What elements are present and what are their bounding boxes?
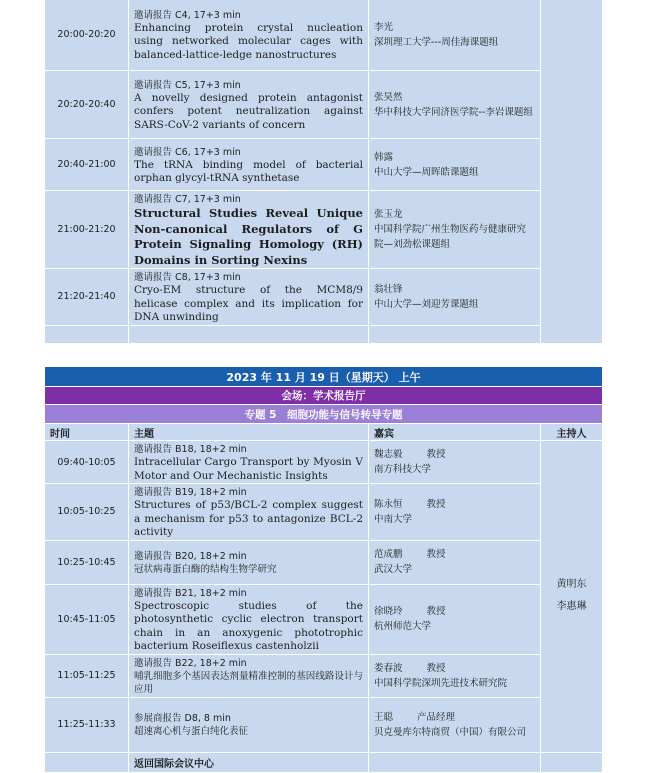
topic-title: 冠状病毒蛋白酶的结构生物学研究 [134,563,277,575]
guest-title: 教授 [426,498,446,510]
guest-name: 翁壮锋 [374,283,403,295]
report-tag: 邀请报告 B21, 18+2 min [134,587,247,599]
time-cell: 10:45-11:05 [45,584,129,654]
time-cell: 20:00-20:20 [45,0,129,71]
topic-title: Spectroscopic studies of the photosynthetic cyclic electron transport chain in an anoxygenic phototrophic bacterium Roseiflexus castenholzii [134,599,363,652]
table-row [45,71,603,139]
table-row [45,139,603,191]
guest-cell [369,269,541,326]
guest-name: 范成鹏 [374,549,403,560]
topic-title: Cryo-EM structure of the MCM8/9 helicase complex and its implication for DNA unwinding [134,284,363,323]
time-cell: 20:40-21:00 [45,139,129,191]
guest-name: 张昊然 [374,91,403,103]
topic-cell [129,584,369,654]
column-header-row [45,424,603,441]
report-tag: 邀请报告 C4, 17+3 min [134,9,241,21]
time-cell: 20:20-20:40 [45,71,129,139]
report-tag: 邀请报告 C7, 17+3 min [134,194,241,205]
empty-cell [369,752,541,772]
column-header-topic: 主题 [129,424,369,441]
guest-title: 教授 [426,662,446,674]
report-tag: 邀请报告 B20, 18+2 min [134,550,247,562]
topic-cell [129,540,369,584]
time-cell: 10:05-10:25 [45,484,129,541]
guest-cell [369,441,541,484]
report-tag: 邀请报告 B19, 18+2 min [134,487,247,498]
table-row [45,540,603,584]
guest-affiliation: 中国科学院深圳先进技术研究院 [374,677,508,689]
empty-cell [541,752,603,772]
guest-name: 张玉龙 [374,209,403,220]
guest-affiliation: 中南大学 [374,513,413,525]
table-row [45,697,603,752]
topic-cell [129,0,369,71]
guest-cell [369,654,541,697]
report-tag: 参展商报告 D8, 8 min [134,713,231,725]
guest-title: 产品经理 [417,711,456,723]
guest-cell [369,139,541,191]
host-cell [541,441,603,753]
topic-title: Intracellular Cargo Transport by Myosin V Motor and Our Mechanistic Insights [134,456,363,482]
venue-row [45,387,603,405]
guest-cell [369,191,541,269]
date-header: 2023 年 11 月 19 日（星期天） 上午 [45,367,603,387]
report-tag: 邀请报告 C6, 17+3 min [134,146,241,158]
schedule-table-morning [44,366,603,773]
time-cell: 10:25-10:45 [45,540,129,584]
guest-name: 李光 [374,21,394,33]
table-row-empty [45,325,603,343]
guest-cell [369,0,541,71]
footer-row [45,752,603,772]
session-title: 专题 5 细胞功能与信号转导专题 [45,405,603,424]
time-cell: 21:00-21:20 [45,191,129,269]
report-tag: 邀请报告 B18, 18+2 min [134,444,247,455]
guest-cell [369,584,541,654]
schedule-table-evening [44,0,603,344]
session-row [45,405,603,424]
guest-title: 教授 [426,606,446,617]
guest-name: 徐晓玲 [374,606,403,617]
time-cell: 21:20-21:40 [45,269,129,326]
venue-label: 会场：学术报告厅 [45,387,603,405]
table-row [45,0,603,71]
column-header-host: 主持人 [541,424,603,441]
guest-affiliation: 华中科技大学同济医学院--李岩课题组 [374,106,533,118]
guest-affiliation: 武汉大学 [374,564,413,575]
guest-affiliation: 中山大学—刘迎芳课题组 [374,298,479,310]
topic-cell [129,139,369,191]
table-row [45,269,603,326]
footer-label: 返回国际会议中心 [129,752,369,772]
report-tag: 邀请报告 C8, 17+3 min [134,272,241,283]
topic-cell [129,71,369,139]
guest-cell [369,697,541,752]
topic-cell [129,269,369,326]
time-cell: 09:40-10:05 [45,441,129,484]
guest-affiliation: 南方科技大学 [374,464,432,475]
empty-cell [129,325,369,343]
empty-cell [45,752,129,772]
guest-name: 陈永恒 [374,498,403,510]
topic-title: Structural Studies Reveal Unique Non-canonical Regulators of G Protein Signaling Homology (RH) Domains in Sorting Nexins [134,206,363,267]
guest-name: 王聪 [374,711,394,723]
guest-affiliation: 中国科学院广州生物医药与健康研究院—刘劲松课题组 [374,224,527,250]
date-header-row [45,367,603,387]
guest-title: 教授 [426,549,446,560]
host-name: 黄明东 [556,579,587,591]
time-cell: 11:25-11:33 [45,697,129,752]
guest-affiliation: 杭州师范大学 [374,621,432,632]
table-row [45,584,603,654]
time-cell: 11:05-11:25 [45,654,129,697]
report-tag: 邀请报告 B22, 18+2 min [134,657,247,669]
guest-name: 娄春波 [374,662,403,674]
guest-affiliation: 中山大学—周晖皓课题组 [374,166,479,178]
table-row [45,484,603,541]
topic-cell [129,484,369,541]
host-cell [541,0,603,343]
topic-cell [129,191,369,269]
topic-cell [129,441,369,484]
topic-title: The tRNA binding model of bacterial orphan glycyl-tRNA synthetase [134,158,363,184]
table-row [45,441,603,484]
guest-cell [369,71,541,139]
guest-affiliation: 深圳理工大学---周佳海课题组 [374,36,499,48]
guest-title: 教授 [426,449,446,460]
empty-cell [45,325,129,343]
report-tag: 邀请报告 C5, 17+3 min [134,79,241,91]
topic-title: Enhancing protein crystal nucleation using networked molecular cages with balanced-lattice-ledge nanostructures [134,21,363,61]
topic-title: Structures of p53/BCL-2 complex suggest a mechanism for p53 to antagonize BCL-2 activity [134,499,363,538]
topic-cell [129,697,369,752]
guest-name: 魏志毅 [374,449,403,460]
guest-cell [369,540,541,584]
guest-affiliation: 贝克曼库尔特商贸（中国）有限公司 [374,726,527,738]
table-row [45,191,603,269]
column-header-guest: 嘉宾 [369,424,541,441]
column-header-time: 时间 [45,424,129,441]
topic-title: 哺乳细胞多个基因表达剂量精准控制的基因线路设计与应用 [134,670,363,695]
empty-cell [369,325,541,343]
table-row [45,654,603,697]
host-name: 李惠琳 [556,601,587,613]
topic-cell [129,654,369,697]
guest-name: 韩露 [374,151,394,163]
guest-cell [369,484,541,541]
topic-title: 超速离心机与蛋白纯化表征 [134,726,249,738]
topic-title: A novelly designed protein antagonist confers potent neutralization against SARS-CoV-2 variants of concern [134,91,363,131]
